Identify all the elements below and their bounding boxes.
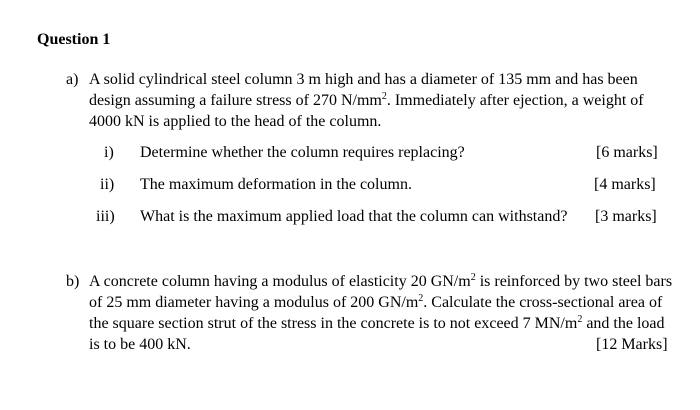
part-b-line-2: of 25 mm diameter having a modulus of 200 $GN/m^2$. Calculate the cross-sectional area of	[89, 293, 663, 311]
part-b-line-3: the square section strut of the stress in the concrete is to not exceed 7 $MN/m^2$ and the load	[89, 314, 665, 332]
sub-question-number: ii)	[100, 176, 115, 193]
part-b-paragraph	[89, 271, 672, 355]
sub-question-i-marks: [6 marks]	[596, 144, 658, 161]
part-a-label: a)	[66, 71, 79, 88]
sub-question-number: iii)	[96, 208, 115, 225]
part-a-paragraph	[89, 69, 644, 132]
sub-question-number: i)	[104, 144, 114, 161]
part-b-line-4: is to be 400 kN.	[89, 336, 191, 353]
sub-question-text: What is the maximum applied load that the column can withstand?	[140, 208, 568, 225]
part-b-line-1: A concrete column having a modulus of elasticity 20 $GN/m^2$ is reinforced by two steel bars	[89, 272, 673, 290]
sub-question-text: The maximum deformation in the column.	[140, 176, 412, 193]
part-a-line-1: A solid cylindrical steel column 3 m high and has a diameter of 135 mm and has been	[89, 71, 638, 88]
part-b-marks: [12 Marks]	[596, 336, 668, 353]
part-a-line-2: design assuming a failure stress of 270 $N/mm^2$. Immediately after ejection, a weight of	[89, 91, 644, 109]
question-heading: Question 1	[37, 31, 111, 48]
part-a-line-3: 4000 kN is applied to the head of the column.	[89, 113, 382, 130]
part-b-label: b)	[66, 273, 80, 290]
sub-question-iii-marks: [3 marks]	[595, 208, 657, 225]
sub-question-ii-marks: [4 marks]	[594, 176, 656, 193]
sub-question-text: Determine whether the column requires replacing?	[140, 144, 465, 161]
